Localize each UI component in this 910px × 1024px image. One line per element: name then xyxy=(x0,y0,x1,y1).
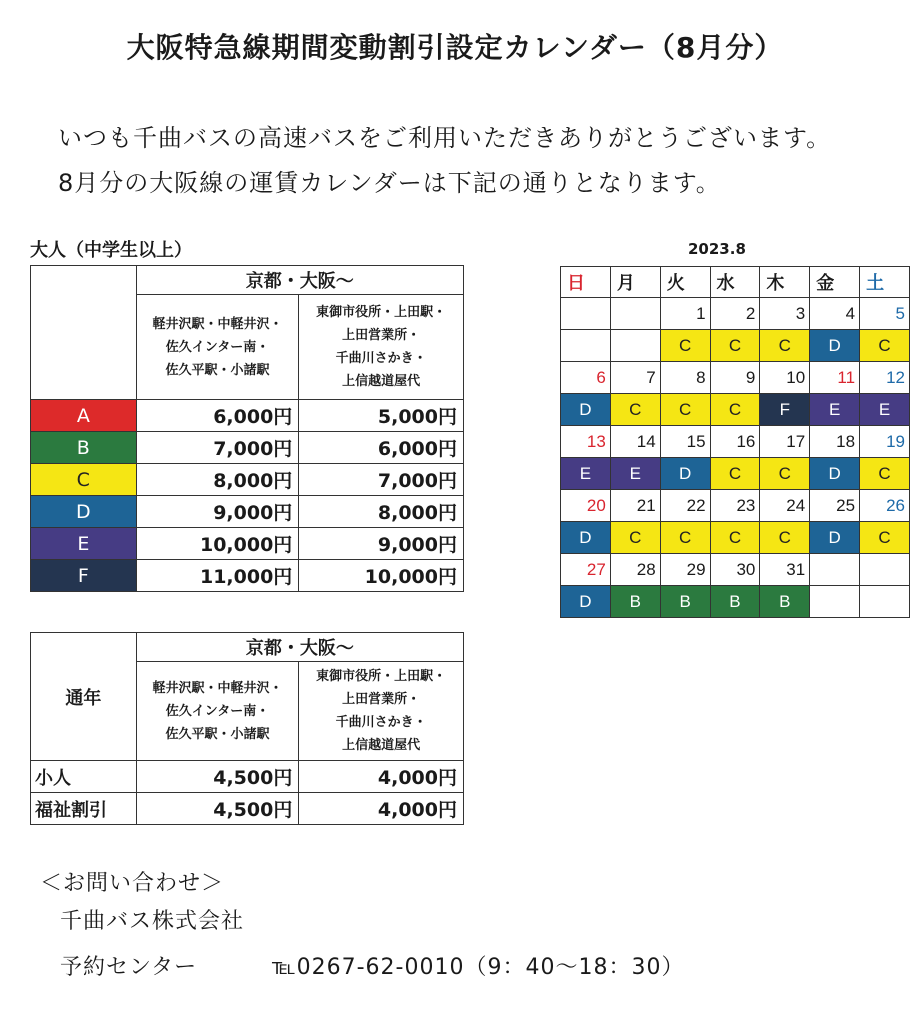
fare-calendar xyxy=(560,266,910,618)
stations-group-2 xyxy=(299,295,464,400)
price-cell: 7,000円 xyxy=(299,464,464,496)
price-cell: 5,000円 xyxy=(299,400,464,432)
calendar-date: 13 xyxy=(561,426,611,458)
calendar-date: 30 xyxy=(710,554,760,586)
company-name: 千曲バス株式会社 xyxy=(60,909,245,934)
calendar-date: 12 xyxy=(860,362,910,394)
year-round-fare-table xyxy=(30,632,464,825)
tier-badge-d: D xyxy=(31,496,137,528)
calendar-fare-code-row xyxy=(561,458,910,490)
price-cell: 4,000円 xyxy=(299,761,464,793)
calendar-fare-code-row xyxy=(561,586,910,618)
price-cell: 6,000円 xyxy=(136,400,299,432)
calendar-date: 3 xyxy=(760,298,810,330)
calendar-date: 22 xyxy=(660,490,710,522)
stations-group-1 xyxy=(136,662,299,761)
calendar-fare-code-row xyxy=(561,330,910,362)
route-header: 京都・大阪～ xyxy=(136,633,463,662)
calendar-date-row xyxy=(561,554,910,586)
station-line: 上田営業所・ xyxy=(342,692,421,707)
price-cell: 4,500円 xyxy=(136,793,299,825)
tier-badge-c: C xyxy=(31,464,137,496)
fare-code-cell: C xyxy=(710,330,760,362)
calendar-date-row xyxy=(561,362,910,394)
fare-code-cell: C xyxy=(710,522,760,554)
fare-row xyxy=(31,432,464,464)
calendar-date: 9 xyxy=(710,362,760,394)
calendar-date: 11 xyxy=(810,362,860,394)
calendar-date: 18 xyxy=(810,426,860,458)
price-cell: 4,000円 xyxy=(299,793,464,825)
fare-row xyxy=(31,400,464,432)
intro-line-1: いつも千曲バスの高速バスをご利用いただきありがとうございます。 xyxy=(58,124,832,152)
reservation-center-label: 予約センター xyxy=(60,955,198,980)
fare-code-cell: E xyxy=(561,458,611,490)
tier-badge-e: E xyxy=(31,528,137,560)
fare-code-cell: E xyxy=(810,394,860,426)
fare-code-cell xyxy=(810,586,860,618)
fare-code-cell: C xyxy=(660,330,710,362)
station-line: 東御市役所・上田駅・ xyxy=(316,669,447,684)
tier-badge-a: A xyxy=(31,400,137,432)
station-line: 軽井沢駅・中軽井沢・ xyxy=(152,316,283,332)
fare-code-cell: C xyxy=(660,394,710,426)
fare-code-cell: D xyxy=(561,394,611,426)
fare-code-cell: E xyxy=(860,394,910,426)
fare-code-cell: C xyxy=(610,522,660,554)
calendar-date: 2 xyxy=(710,298,760,330)
calendar-date: 6 xyxy=(561,362,611,394)
price-cell: 11,000円 xyxy=(136,560,299,592)
price-cell: 10,000円 xyxy=(299,560,464,592)
fare-code-cell: C xyxy=(860,330,910,362)
calendar-date: 16 xyxy=(710,426,760,458)
fare-code-cell: C xyxy=(760,522,810,554)
calendar-date: 5 xyxy=(860,298,910,330)
station-line: 佐久平駅・小諸駅 xyxy=(165,362,270,378)
year-round-label: 通年 xyxy=(31,633,137,761)
calendar-date: 8 xyxy=(660,362,710,394)
fare-code-cell: C xyxy=(760,330,810,362)
adult-table-corner xyxy=(31,266,137,400)
stations-group-2 xyxy=(299,662,464,761)
calendar-date: 29 xyxy=(660,554,710,586)
calendar-fare-code-row xyxy=(561,522,910,554)
station-line: 軽井沢駅・中軽井沢・ xyxy=(152,680,283,696)
fare-category-label: 福祉割引 xyxy=(31,793,137,825)
calendar-date: 4 xyxy=(810,298,860,330)
fare-code-cell: B xyxy=(760,586,810,618)
price-cell: 7,000円 xyxy=(136,432,299,464)
price-cell: 4,500円 xyxy=(136,761,299,793)
weekday-header: 月 xyxy=(610,267,660,298)
station-line: 上田営業所・ xyxy=(342,328,421,343)
station-line: 東御市役所・上田駅・ xyxy=(316,305,447,320)
station-line: 佐久インター南・ xyxy=(165,339,270,355)
calendar-date: 1 xyxy=(660,298,710,330)
station-line: 千曲川さかき・ xyxy=(335,351,427,366)
fare-code-cell: C xyxy=(710,458,760,490)
calendar-date xyxy=(561,298,611,330)
fare-code-cell xyxy=(860,586,910,618)
calendar-date: 15 xyxy=(660,426,710,458)
fare-code-cell: D xyxy=(561,586,611,618)
weekday-header: 日 xyxy=(561,267,611,298)
calendar-date: 21 xyxy=(610,490,660,522)
calendar-date xyxy=(610,298,660,330)
weekday-header: 火 xyxy=(660,267,710,298)
calendar-date: 10 xyxy=(760,362,810,394)
station-line: 千曲川さかき・ xyxy=(335,715,427,730)
fare-code-cell: C xyxy=(660,522,710,554)
calendar-date: 14 xyxy=(610,426,660,458)
calendar-date: 24 xyxy=(760,490,810,522)
calendar-date: 17 xyxy=(760,426,810,458)
fare-code-cell xyxy=(561,330,611,362)
fare-row xyxy=(31,560,464,592)
fare-code-cell xyxy=(610,330,660,362)
price-cell: 9,000円 xyxy=(136,496,299,528)
calendar-date: 31 xyxy=(760,554,810,586)
fare-row xyxy=(31,464,464,496)
fare-row xyxy=(31,496,464,528)
weekday-header: 金 xyxy=(810,267,860,298)
stations-group-1 xyxy=(136,295,299,400)
price-cell: 9,000円 xyxy=(299,528,464,560)
adult-fare-table xyxy=(30,265,464,592)
fare-code-cell: C xyxy=(710,394,760,426)
fare-code-cell: B xyxy=(610,586,660,618)
calendar-date-row xyxy=(561,426,910,458)
fare-code-cell: E xyxy=(610,458,660,490)
intro-line-2: 8月分の大阪線の運賃カレンダーは下記の通りとなります。 xyxy=(58,169,721,197)
fare-code-cell: C xyxy=(860,458,910,490)
weekday-header: 木 xyxy=(760,267,810,298)
route-header: 京都・大阪～ xyxy=(136,266,463,295)
fare-code-cell: C xyxy=(760,458,810,490)
station-line: 佐久インター南・ xyxy=(165,703,270,719)
price-cell: 10,000円 xyxy=(136,528,299,560)
fare-code-cell: D xyxy=(810,522,860,554)
fare-row xyxy=(31,793,464,825)
fare-code-cell: D xyxy=(660,458,710,490)
calendar-date: 26 xyxy=(860,490,910,522)
calendar-date xyxy=(810,554,860,586)
fare-code-cell: D xyxy=(810,330,860,362)
calendar-date: 23 xyxy=(710,490,760,522)
station-line: 上信越道屋代 xyxy=(342,374,421,389)
fare-code-cell: C xyxy=(860,522,910,554)
calendar-title: 2023.8 xyxy=(688,240,746,258)
weekday-header: 水 xyxy=(710,267,760,298)
fare-code-cell: C xyxy=(610,394,660,426)
reservation-phone: ℡0267-62-0010（9：40～18：30） xyxy=(272,955,685,980)
tier-badge-b: B xyxy=(31,432,137,464)
station-line: 佐久平駅・小諸駅 xyxy=(165,726,270,742)
contact-heading: ＜お問い合わせ＞ xyxy=(40,871,225,896)
calendar-date: 28 xyxy=(610,554,660,586)
calendar-date: 19 xyxy=(860,426,910,458)
calendar-date-row xyxy=(561,490,910,522)
weekday-header: 土 xyxy=(860,267,910,298)
fare-category-label: 小人 xyxy=(31,761,137,793)
fare-code-cell: D xyxy=(561,522,611,554)
calendar-fare-code-row xyxy=(561,394,910,426)
price-cell: 8,000円 xyxy=(136,464,299,496)
fare-code-cell: F xyxy=(760,394,810,426)
calendar-date: 25 xyxy=(810,490,860,522)
adult-fare-heading: 大人（中学生以上） xyxy=(30,240,192,261)
calendar-weekday-row xyxy=(561,267,910,298)
fare-row xyxy=(31,761,464,793)
tier-badge-f: F xyxy=(31,560,137,592)
calendar-date: 7 xyxy=(610,362,660,394)
page-title: 大阪特急線期間変動割引設定カレンダー（8月分） xyxy=(126,31,784,64)
fare-row xyxy=(31,528,464,560)
price-cell: 8,000円 xyxy=(299,496,464,528)
calendar-date xyxy=(860,554,910,586)
fare-code-cell: B xyxy=(660,586,710,618)
fare-code-cell: B xyxy=(710,586,760,618)
calendar-date: 20 xyxy=(561,490,611,522)
price-cell: 6,000円 xyxy=(299,432,464,464)
calendar-date: 27 xyxy=(561,554,611,586)
fare-code-cell: D xyxy=(810,458,860,490)
calendar-date-row xyxy=(561,298,910,330)
station-line: 上信越道屋代 xyxy=(342,738,421,753)
